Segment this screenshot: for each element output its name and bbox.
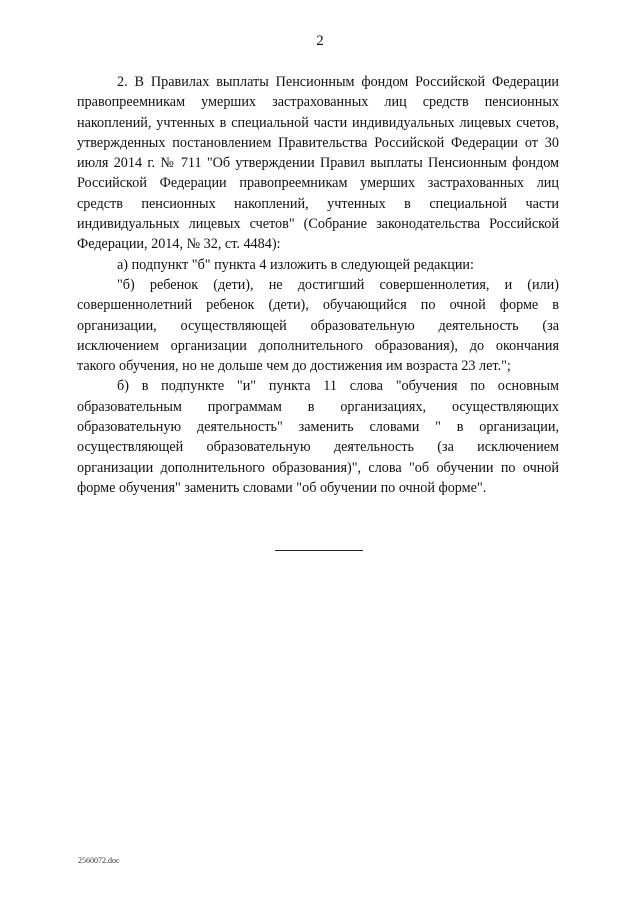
document-body [77,72,559,498]
file-name-footer: 2560072.doc [78,856,120,865]
paragraph-amendment-intro: 2. В Правилах выплаты Пенсионным фондом Российской Федерации правопреемникам умерших застрахованных лиц средств пенсионных накоплений, учтенных в специальной части индивидуальных лицевых счетов, утвержденных постановлением Правительства Российской Федерации от 30 июля 2014 г. № 711 "Об утверждении Правил выплаты Пенсионным фондом Российской Федерации правопреемникам умерших застрахованных лиц средств пенсионных накоплений, учтенных в специальной части индивидуальных лицевых счетов" (Собрание законодательства Российской Федерации, 2014, № 32, ст. 4484): [77,74,559,253]
end-divider [275,550,363,551]
page-number: 2 [316,33,324,49]
paragraph-new-wording: "б) ребенок (дети), не достигший совершеннолетия, и (или) совершеннолетний ребенок (дети), обучающийся по очной форме в организации, осуществляющей образовательную деятельность (за исключением организации дополнительного образования), до окончания такого обучения, но не дольше чем до достижения им возраста 23 лет."; [77,276,559,375]
paragraph-subpoint-a: а) подпункт "б" пункта 4 изложить в следующей редакции: [117,256,474,273]
paragraph-subpoint-b: б) в подпункте "и" пункта 11 слова "обучения по основным образовательным программам в организациях, осуществляющих образовательную деятельность" заменить словами " в организации, осуществляющей образовательную деятельность (за исключением организации дополнительного образования)", слова "об обучении по очной форме обучения" заменить словами "об обучении по очной форме". [77,378,559,496]
